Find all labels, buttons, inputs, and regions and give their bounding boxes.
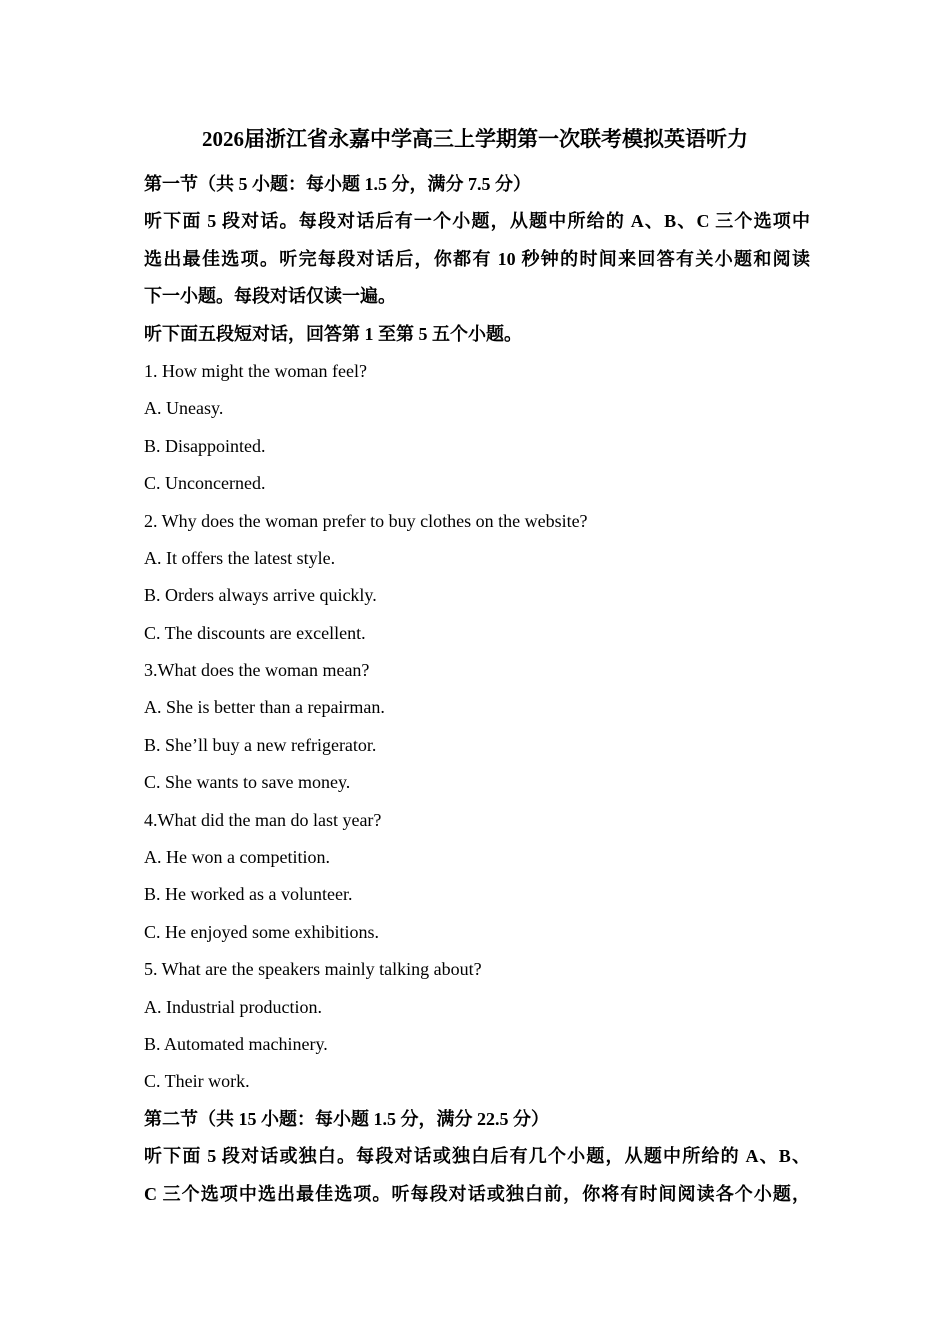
question-5-option-c: C. Their work. [144,1071,250,1092]
question-3-option-b: B. She’ll buy a new refrigerator. [144,734,377,755]
question-2: 2. Why does the woman prefer to buy clothes on the website? [144,510,588,531]
question-4-option-b: B. He worked as a volunteer. [144,884,353,905]
section-1-instruction-line: 下一小题。每段对话仅读一遍。 [144,286,396,307]
question-1-option-c: C. Unconcerned. [144,473,266,494]
document-body [144,170,810,1217]
section-1-heading: 第一节（共 5 小题：每小题 1.5 分，满分 7.5 分） [144,174,531,194]
section-2-instruction-line: C 三个选项中选出最佳选项。听每段对话或独白前，你将有时间阅读各个小题， [144,1183,810,1204]
question-5: 5. What are the speakers mainly talking about? [144,959,482,980]
section-2-instruction-line: 听下面 5 段对话或独白。每段对话或独白后有几个小题，从题中所给的 A、B、 [144,1146,810,1167]
question-2-option-a: A. It offers the latest style. [144,547,336,568]
question-3: 3.What does the woman mean? [144,660,370,681]
document-title: 2026届浙江省永嘉中学高三上学期第一次联考模拟英语听力 [202,127,748,151]
section-1-subheading: 听下面五段短对话，回答第 1 至第 5 五个小题。 [144,323,522,344]
question-4-option-c: C. He enjoyed some exhibitions. [144,921,379,942]
question-2-option-c: C. The discounts are excellent. [144,622,366,643]
question-3-option-a: A. She is better than a repairman. [144,697,385,718]
question-5-option-a: A. Industrial production. [144,996,322,1017]
question-1: 1. How might the woman feel? [144,360,367,381]
question-3-option-c: C. She wants to save money. [144,772,351,793]
section-1-instruction-line: 听下面 5 段对话。每段对话后有一个小题，从题中所给的 A、B、C 三个选项中 [144,211,810,232]
question-4: 4.What did the man do last year? [144,809,382,830]
question-1-option-b: B. Disappointed. [144,435,266,456]
question-5-option-b: B. Automated machinery. [144,1033,328,1054]
section-1-instruction-line: 选出最佳选项。听完每段对话后，你都有 10 秒钟的时间来回答有关小题和阅读 [144,248,810,269]
question-4-option-a: A. He won a competition. [144,847,330,868]
question-1-option-a: A. Uneasy. [144,398,224,419]
question-2-option-b: B. Orders always arrive quickly. [144,585,377,606]
section-2-heading: 第二节（共 15 小题：每小题 1.5 分，满分 22.5 分） [144,1108,549,1129]
